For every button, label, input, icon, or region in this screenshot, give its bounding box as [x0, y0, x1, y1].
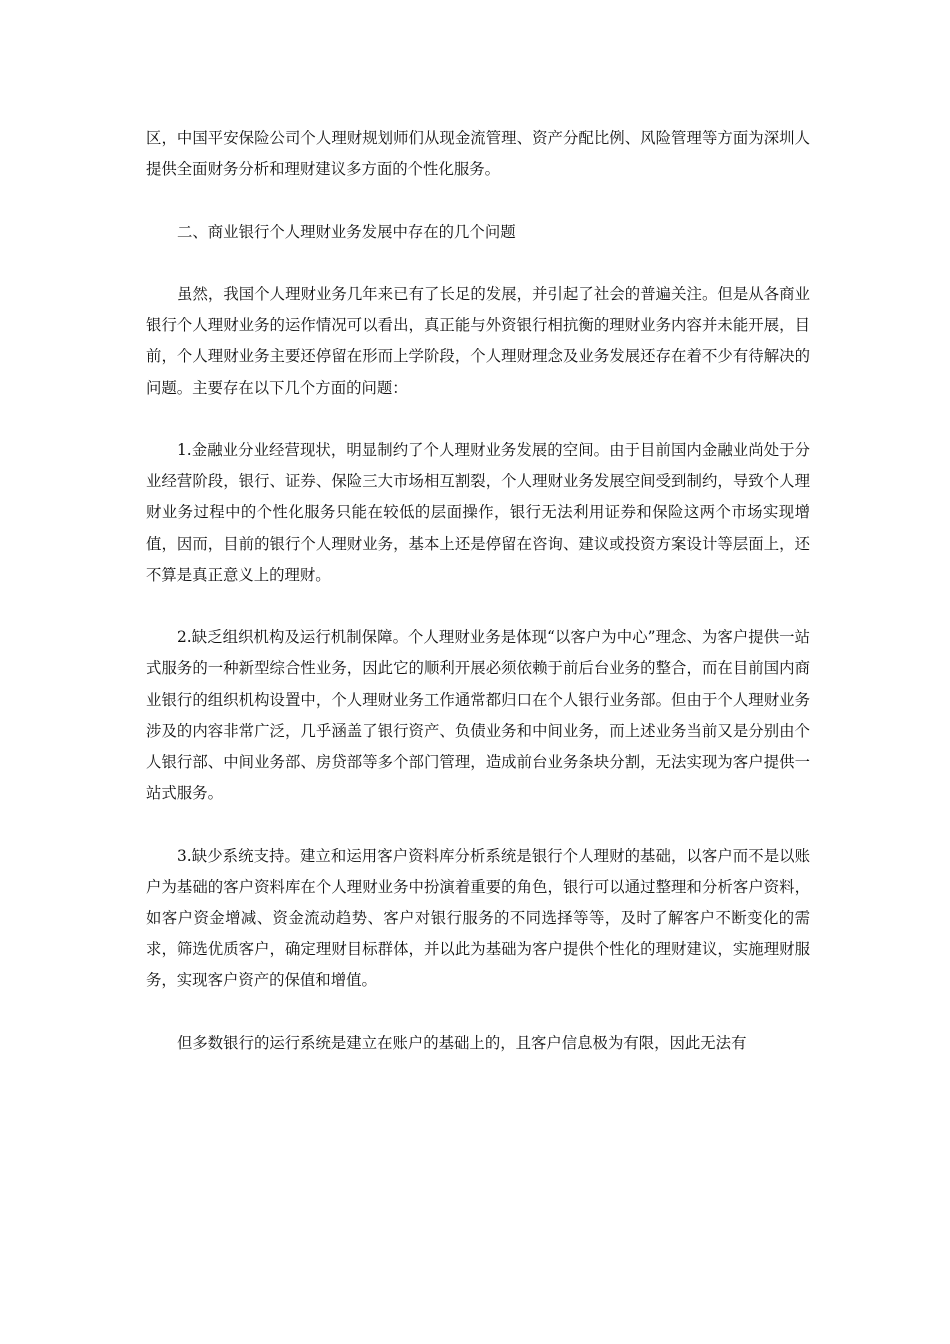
paragraph-point-1: 1.金融业分业经营现状，明显制约了个人理财业务发展的空间。由于目前国内金融业尚处于分业经营阶段，银行、证券、保险三大市场相互割裂，个人理财业务发展空间受到制约，导致个人理财业务过程中的个性化服务只能在较低的层面操作，银行无法利用证券和保险这两个市场实现增值，因而，目前的银行个人理财业务，基本上还是停留在咨询、建议或投资方案设计等层面上，还不算是真正意义上的理财。 [146, 440, 810, 584]
paragraph-intro: 虽然，我国个人理财业务几年来已有了长足的发展，并引起了社会的普遍关注。但是从各商业银行个人理财业务的运作情况可以看出，真正能与外资银行相抗衡的理财业务内容并未能开展，目前，个人理财业务主要还停留在形而上学阶段，个人理财理念及业务发展还存在着不少有待解决的问题。主要存在以下几个方面的问题： [146, 284, 810, 397]
paragraph-point-2: 2.缺乏组织机构及运行机制保障。个人理财业务是体现“以客户为中心”理念、为客户提供一站式服务的一种新型综合性业务，因此它的顺利开展必须依赖于前后台业务的整合，而在目前国内商业银行的组织机构设置中，个人理财业务工作通常都归口在个人银行业务部。但由于个人理财业务涉及的内容非常广泛，几乎涵盖了银行资产、负债业务和中间业务，而上述业务当前又是分别由个人银行部、中间业务部、房贷部等多个部门管理，造成前台业务条块分割，无法实现为客户提供一站式服务。 [146, 628, 810, 803]
document-body [146, 123, 810, 1090]
section-heading: 二、商业银行个人理财业务发展中存在的几个问题 [177, 222, 516, 241]
paragraph-trailing: 但多数银行的运行系统是建立在账户的基础上的，且客户信息极为有限，因此无法有 [177, 1033, 747, 1052]
paragraph-point-3: 3.缺少系统支持。建立和运用客户资料库分析系统是银行个人理财的基础，以客户而不是以账户为基础的客户资料库在个人理财业务中扮演着重要的角色，银行可以通过整理和分析客户资料，如客户资金增减、资金流动趋势、客户对银行服务的不同选择等等，及时了解客户不断变化的需求，筛选优质客户，确定理财目标群体，并以此为基础为客户提供个性化的理财建议，实施理财服务，实现客户资产的保值和增值。 [146, 846, 810, 990]
paragraph-continuation: 区，中国平安保险公司个人理财规划师们从现金流管理、资产分配比例、风险管理等方面为深圳人提供全面财务分析和理财建议多方面的个性化服务。 [146, 129, 810, 179]
